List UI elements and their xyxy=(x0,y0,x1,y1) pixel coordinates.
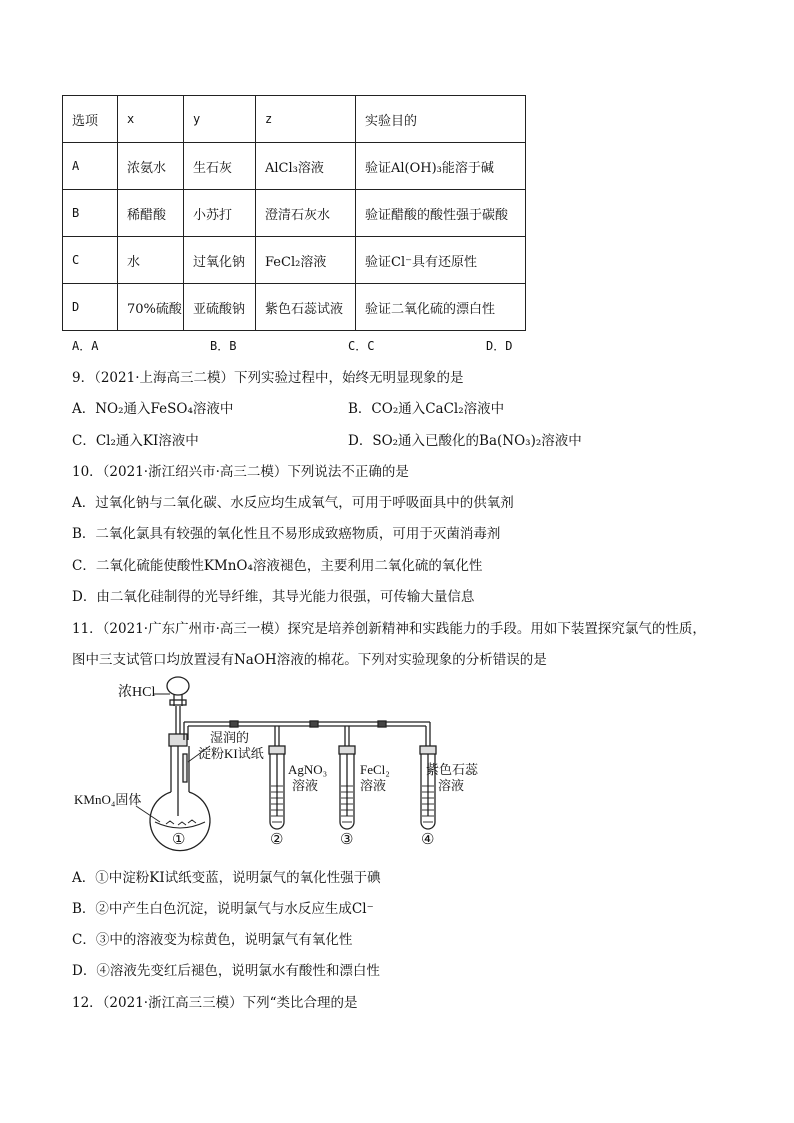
label-kmno4-solid: KMnO₄固体 xyxy=(74,792,142,807)
q8-option-d: D．D xyxy=(486,339,513,353)
table-cell: 亚硫酸钠 xyxy=(184,284,256,331)
header-cell: y xyxy=(184,96,256,143)
q8-option-b: B．B xyxy=(210,339,237,353)
table-cell: 过氧化钠 xyxy=(184,237,256,284)
label-n2: ② xyxy=(270,832,284,848)
q11-stem-line2: 图中三支试管口均放置浸有NaOH溶液的棉花。下列对实验现象的分析错误的是 xyxy=(72,652,547,668)
label-agno3-solution: 溶液 xyxy=(292,778,319,793)
table-cell: AlCl₃溶液 xyxy=(256,143,356,190)
table-cell: FeCl₂溶液 xyxy=(256,237,356,284)
q11-stem-line1: 11．（2021·广东广州市·高三一模）探究是培养创新精神和实践能力的手段。用如下装置探究氯气的性质， xyxy=(72,621,706,637)
label-n3: ③ xyxy=(340,832,354,848)
label-n1: ① xyxy=(172,832,186,848)
q11-option-c: C．③中的溶液变为棕黄色，说明氯气有氧化性 xyxy=(72,932,353,948)
q10-option-a: A．过氧化钠与二氧化碳、水反应均生成氧气，可用于呼吸面具中的供氧剂 xyxy=(72,495,514,511)
q10-option-b: B．二氧化氯具有较强的氧化性且不易形成致癌物质，可用于灭菌消毒剂 xyxy=(72,526,501,542)
question-table xyxy=(62,95,526,331)
table-cell: 紫色石蕊试液 xyxy=(256,284,356,331)
q9-option-b: B．CO₂通入CaCl₂溶液中 xyxy=(348,401,505,417)
label-litmus: 紫色石蕊 xyxy=(426,762,479,777)
q10-option-c: C．二氧化硫能使酸性KMnO₄溶液褪色，主要利用二氧化硫的氧化性 xyxy=(72,558,483,574)
q9-option-c: C．Cl₂通入KI溶液中 xyxy=(72,433,199,449)
table-cell: 稀醋酸 xyxy=(118,190,184,237)
label-fecl2-solution: 溶液 xyxy=(360,778,387,793)
table-cell: 水 xyxy=(118,237,184,284)
q10-option-d: D．由二氧化硅制得的光导纤维，其导光能力很强，可传输大量信息 xyxy=(72,589,475,605)
apparatus-figure xyxy=(70,676,479,850)
label-n4: ④ xyxy=(421,832,435,848)
q10-stem: 10．（2021·浙江绍兴市·高三二模）下列说法不正确的是 xyxy=(72,464,409,480)
table-cell: 生石灰 xyxy=(184,143,256,190)
label-fecl2: FeCl₂ xyxy=(360,762,390,777)
table-cell: 验证Cl⁻具有还原性 xyxy=(356,237,526,284)
table-cell: A xyxy=(63,143,118,190)
label-agno3: AgNO₃ xyxy=(288,762,328,777)
header-cell: x xyxy=(118,96,184,143)
q8-option-a: A．A xyxy=(72,339,99,353)
table-row xyxy=(63,143,526,190)
label-litmus-solution: 溶液 xyxy=(438,778,465,793)
q9-option-a: A．NO₂通入FeSO₄溶液中 xyxy=(72,401,234,417)
table-cell: 验证醋酸的酸性强于碳酸 xyxy=(356,190,526,237)
q9-stem: 9．（2021·上海高三二模）下列实验过程中，始终无明显现象的是 xyxy=(72,370,464,386)
q11-option-b: B．②中产生白色沉淀，说明氯气与水反应生成Cl⁻ xyxy=(72,901,374,917)
q11-option-d: D．④溶液先变红后褪色，说明氯水有酸性和漂白性 xyxy=(72,963,380,979)
label-moist: 湿润的 xyxy=(210,730,250,745)
table-cell: C xyxy=(63,237,118,284)
q12-stem: 12．（2021·浙江高三三模）下列“类比合理的是 xyxy=(72,995,358,1011)
q11-option-a: A．①中淀粉KI试纸变蓝，说明氯气的氧化性强于碘 xyxy=(72,870,381,886)
table-cell: 验证Al(OH)₃能溶于碱 xyxy=(356,143,526,190)
q9-option-d: D．SO₂通入已酸化的Ba(NO₃)₂溶液中 xyxy=(348,433,582,449)
header-cell: 选项 xyxy=(63,96,118,143)
table-cell: 70%硫酸 xyxy=(118,284,184,331)
label-conc-hcl: 浓HCl xyxy=(118,685,156,700)
header-cell: 实验目的 xyxy=(356,96,526,143)
table-row xyxy=(63,284,526,331)
table-row xyxy=(63,190,526,237)
table-cell: B xyxy=(63,190,118,237)
label-starch-ki-paper: 淀粉KI试纸 xyxy=(198,746,264,761)
table-row xyxy=(63,237,526,284)
table-cell: 小苏打 xyxy=(184,190,256,237)
table-cell: 澄清石灰水 xyxy=(256,190,356,237)
table-cell: 浓氨水 xyxy=(118,143,184,190)
table-cell: 验证二氧化硫的漂白性 xyxy=(356,284,526,331)
header-cell: z xyxy=(256,96,356,143)
table-header-row xyxy=(63,96,526,143)
table-cell: D xyxy=(63,284,118,331)
q8-option-c: C．C xyxy=(348,339,375,353)
